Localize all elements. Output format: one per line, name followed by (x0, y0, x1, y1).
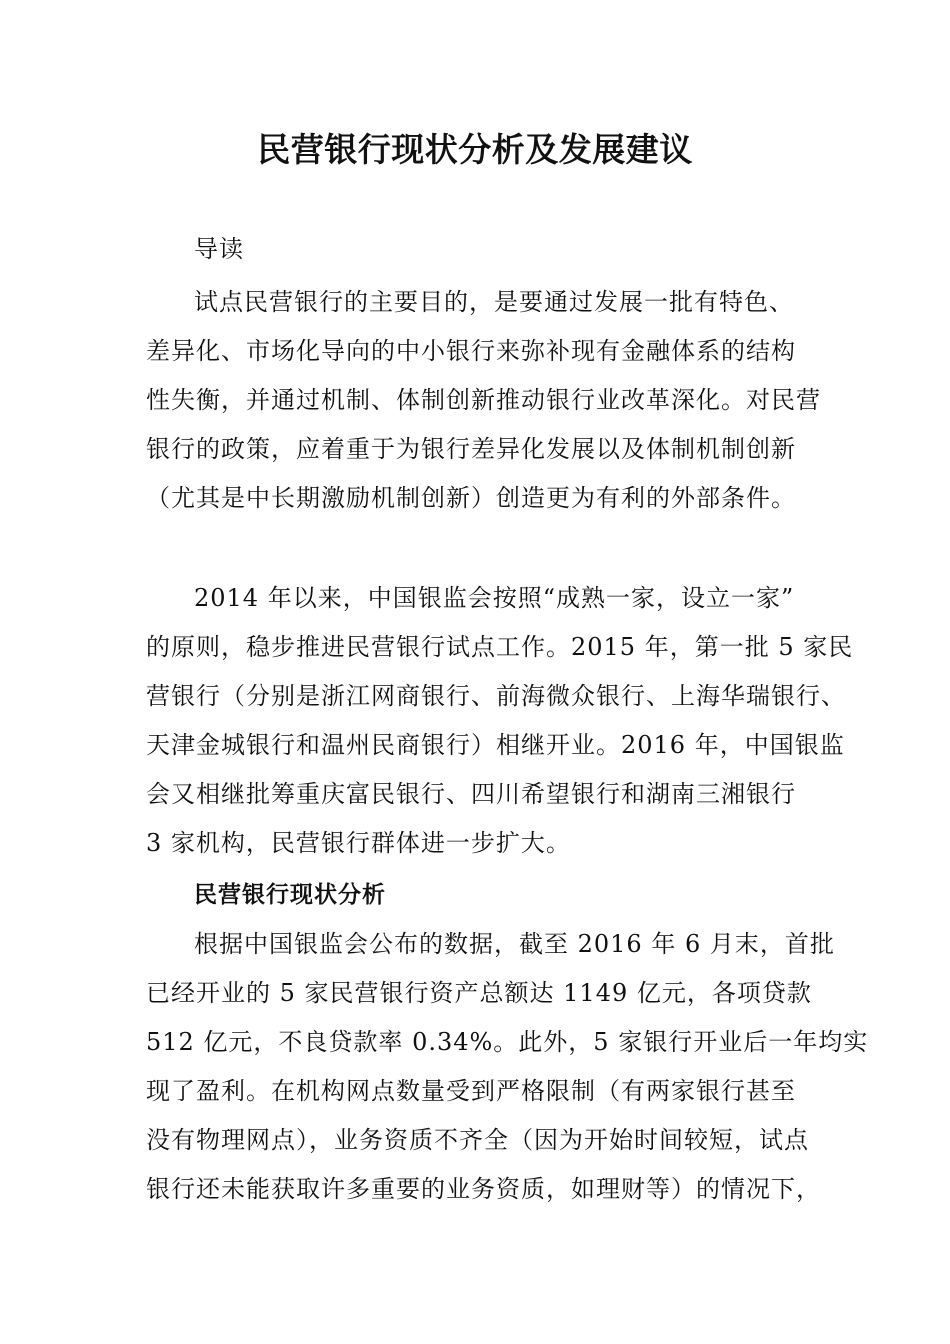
intro-line-4: 银行的政策，应着重于为银行差异化发展以及体制机制创新 (146, 435, 796, 463)
status-line-2: 已经开业的 5 家民营银行资产总额达 1149 亿元，各项贷款 (146, 979, 812, 1007)
section-heading: 民营银行现状分析 (194, 882, 386, 908)
intro-heading: 导读 (194, 235, 244, 263)
history-line-2: 的原则，稳步推进民营银行试点工作。2015 年，第一批 5 家民 (146, 633, 854, 661)
history-line-6: 3 家机构，民营银行群体进一步扩大。 (146, 829, 571, 857)
history-line-1: 2014 年以来，中国银监会按照“成熟一家，设立一家” (194, 584, 795, 612)
status-line-3: 512 亿元，不良贷款率 0.34%。此外，5 家银行开业后一年均实 (146, 1028, 869, 1056)
intro-line-5: （尤其是中长期激励机制创新）创造更为有利的外部条件。 (146, 484, 796, 512)
status-line-5: 没有物理网点），业务资质不齐全（因为开始时间较短，试点 (146, 1126, 809, 1154)
history-line-4: 天津金城银行和温州民商银行）相继开业。2016 年，中国银监 (146, 731, 845, 759)
intro-line-3: 性失衡，并通过机制、体制创新推动银行业改革深化。对民营 (146, 386, 821, 414)
history-line-3: 营银行（分别是浙江网商银行、前海微众银行、上海华瑞银行、 (146, 682, 846, 710)
history-line-5: 会又相继批筹重庆富民银行、四川希望银行和湖南三湘银行 (146, 780, 796, 808)
status-line-4: 现了盈利。在机构网点数量受到严格限制（有两家银行甚至 (146, 1077, 796, 1105)
intro-line-2: 差异化、市场化导向的中小银行来弥补现有金融体系的结构 (146, 337, 796, 365)
document-title: 民营银行现状分析及发展建议 (257, 130, 693, 169)
status-line-6: 银行还未能获取许多重要的业务资质，如理财等）的情况下， (146, 1175, 821, 1203)
intro-line-1: 试点民营银行的主要目的，是要通过发展一批有特色、 (194, 288, 794, 316)
status-line-1: 根据中国银监会公布的数据，截至 2016 年 6 月末，首批 (194, 930, 835, 958)
